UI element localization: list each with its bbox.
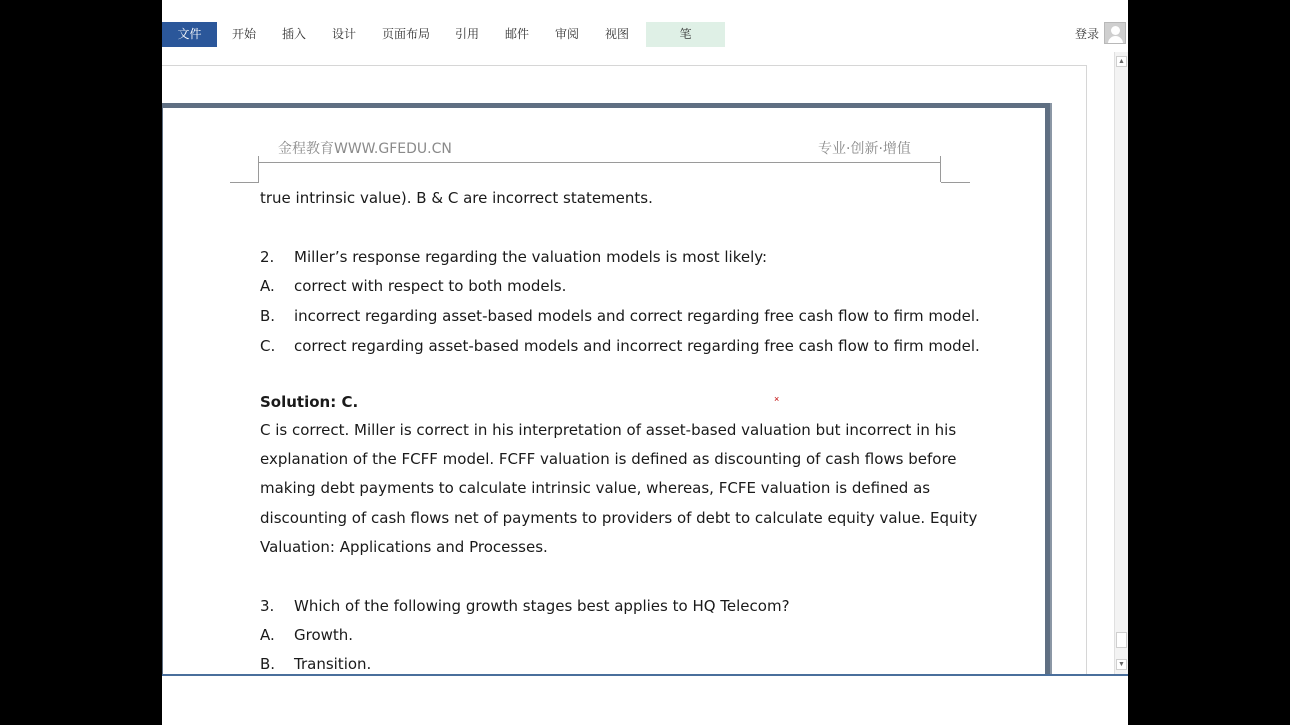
- header-tick: [258, 156, 259, 182]
- avatar[interactable]: [1104, 22, 1126, 44]
- option-text: Transition.: [294, 655, 372, 673]
- status-bar: [162, 674, 1128, 725]
- option-letter: C.: [260, 337, 276, 355]
- tab-pen[interactable]: 笔: [646, 22, 725, 47]
- solution-line: C is correct. Miller is correct in his interpretation of asset-based valuation but incorrect in his: [260, 421, 957, 439]
- avatar-head-icon: [1111, 26, 1120, 35]
- question-text: Miller’s response regarding the valuation models is most likely:: [294, 248, 768, 266]
- avatar-body-icon: [1108, 36, 1123, 44]
- margin-mark: [941, 182, 970, 183]
- margin-mark: [230, 182, 259, 183]
- solution-title: Solution: C.: [260, 393, 359, 411]
- area-divider: [1086, 66, 1087, 674]
- question-number: 2.: [260, 248, 275, 266]
- option-letter: A.: [260, 277, 275, 295]
- scroll-up-arrow-icon[interactable]: ▲: [1116, 56, 1127, 67]
- solution-line: explanation of the FCFF model. FCFF valuation is defined as discounting of cash flows before: [260, 450, 957, 468]
- tab-references[interactable]: 引用: [454, 27, 479, 41]
- login-link[interactable]: 登录: [1075, 27, 1100, 41]
- tab-design[interactable]: 设计: [331, 27, 356, 41]
- tab-home[interactable]: 开始: [231, 27, 256, 41]
- option-text: correct regarding asset-based models and incorrect regarding free cash flow to firm model.: [294, 337, 980, 355]
- scroll-thumb[interactable]: [1116, 632, 1127, 648]
- option-text: correct with respect to both models.: [294, 277, 567, 295]
- cursor-mark: ×: [774, 394, 780, 404]
- document-area[interactable]: [162, 52, 1114, 674]
- tab-file[interactable]: 文件: [162, 22, 217, 47]
- scroll-down-arrow-icon[interactable]: ▼: [1116, 659, 1127, 670]
- tab-layout[interactable]: 页面布局: [381, 27, 430, 41]
- tab-review[interactable]: 审阅: [554, 27, 579, 41]
- option-letter: B.: [260, 307, 276, 325]
- body-line: true intrinsic value). B & C are incorrect statements.: [260, 189, 653, 207]
- tab-mailings[interactable]: 邮件: [504, 27, 529, 41]
- option-letter: B.: [260, 655, 276, 673]
- question-text: Which of the following growth stages best applies to HQ Telecom?: [294, 597, 790, 615]
- option-text: incorrect regarding asset-based models and correct regarding free cash flow to firm model.: [294, 307, 980, 325]
- option-letter: A.: [260, 626, 275, 644]
- vertical-scrollbar[interactable]: [1114, 52, 1128, 674]
- word-window: [162, 0, 1128, 725]
- tab-insert[interactable]: 插入: [281, 27, 306, 41]
- header-right-text: 专业·创新·增值: [818, 141, 911, 157]
- header-rule: [258, 162, 941, 163]
- area-divider: [162, 65, 1087, 66]
- solution-line: making debt payments to calculate intrinsic value, whereas, FCFE valuation is defined as: [260, 479, 931, 497]
- ribbon: [162, 0, 1128, 52]
- solution-line: discounting of cash flows net of payments to providers of debt to calculate equity value. Equity: [260, 509, 978, 527]
- question-number: 3.: [260, 597, 275, 615]
- header-left-text: 金程教育WWW.GFEDU.CN: [278, 141, 452, 157]
- tab-view[interactable]: 视图: [604, 27, 629, 41]
- option-text: Growth.: [294, 626, 354, 644]
- solution-line: Valuation: Applications and Processes.: [260, 538, 548, 556]
- header-tick: [940, 156, 941, 182]
